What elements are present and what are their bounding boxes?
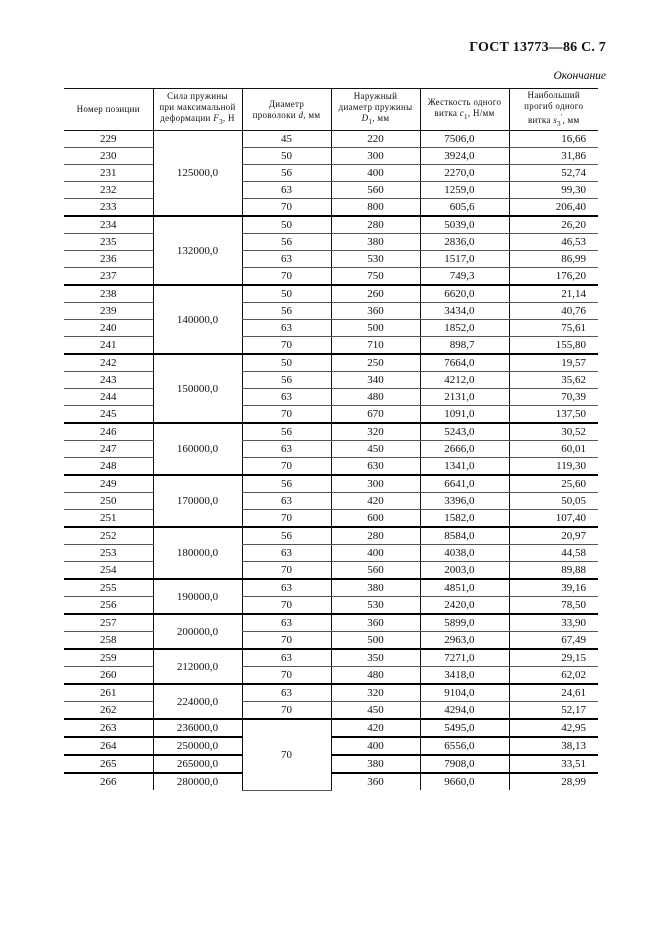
table-row — [64, 510, 598, 528]
cell-max-deflection: 33,51 — [509, 755, 598, 773]
table-row — [64, 251, 598, 268]
cell-position: 257 — [64, 614, 153, 632]
cell-outer-diameter: 280 — [331, 216, 420, 234]
cell-stiffness: 5495,0 — [420, 719, 509, 737]
cell-max-deflection: 52,74 — [509, 165, 598, 182]
cell-position: 238 — [64, 285, 153, 303]
cell-outer-diameter: 400 — [331, 165, 420, 182]
cell-position: 243 — [64, 372, 153, 389]
table-row — [64, 337, 598, 355]
cell-wire-diameter: 70 — [242, 199, 331, 217]
cell-wire-diameter: 56 — [242, 372, 331, 389]
cell-max-deflection: 33,90 — [509, 614, 598, 632]
cell-stiffness: 1517,0 — [420, 251, 509, 268]
cell-stiffness: 6641,0 — [420, 475, 509, 493]
table-row — [64, 597, 598, 615]
table-caption: Окончание — [553, 70, 606, 82]
cell-position: 253 — [64, 545, 153, 562]
cell-wire-diameter: 63 — [242, 251, 331, 268]
header-position: Номер позиции — [64, 89, 153, 131]
cell-position: 231 — [64, 165, 153, 182]
table-row — [64, 389, 598, 406]
cell-stiffness: 1091,0 — [420, 406, 509, 424]
cell-stiffness: 4038,0 — [420, 545, 509, 562]
cell-outer-diameter: 360 — [331, 303, 420, 320]
cell-wire-diameter: 63 — [242, 182, 331, 199]
cell-max-deflection: 19,57 — [509, 354, 598, 372]
cell-position: 237 — [64, 268, 153, 286]
cell-wire-diameter: 63 — [242, 579, 331, 597]
cell-outer-diameter: 560 — [331, 182, 420, 199]
cell-wire-diameter: 63 — [242, 649, 331, 667]
cell-wire-diameter: 56 — [242, 303, 331, 320]
cell-stiffness: 2131,0 — [420, 389, 509, 406]
cell-wire-diameter: 70 — [242, 667, 331, 685]
cell-stiffness: 3924,0 — [420, 148, 509, 165]
table-row — [64, 131, 598, 148]
cell-max-deflection: 44,58 — [509, 545, 598, 562]
cell-wire-diameter: 70 — [242, 632, 331, 650]
cell-outer-diameter: 300 — [331, 148, 420, 165]
cell-max-deflection: 46,53 — [509, 234, 598, 251]
cell-max-deflection: 107,40 — [509, 510, 598, 528]
table-row — [64, 632, 598, 650]
table-row — [64, 773, 598, 790]
header-outer-diameter: Наружный диаметр пружины $D_1$, мм — [331, 89, 420, 131]
cell-max-deflection: 206,40 — [509, 199, 598, 217]
table-row — [64, 755, 598, 773]
table-row — [64, 199, 598, 217]
cell-force: 150000,0 — [153, 354, 242, 423]
cell-wire-diameter: 63 — [242, 684, 331, 702]
table-row — [64, 148, 598, 165]
cell-stiffness: 6620,0 — [420, 285, 509, 303]
cell-outer-diameter: 380 — [331, 755, 420, 773]
cell-position: 233 — [64, 199, 153, 217]
header-max-deflection: Наибольший прогиб одного витка $s_3'$, мм — [509, 89, 598, 131]
cell-max-deflection: 31,86 — [509, 148, 598, 165]
cell-outer-diameter: 800 — [331, 199, 420, 217]
table-header-row — [64, 89, 598, 131]
cell-max-deflection: 42,95 — [509, 719, 598, 737]
cell-outer-diameter: 400 — [331, 545, 420, 562]
cell-force: 180000,0 — [153, 527, 242, 579]
cell-force: 280000,0 — [153, 773, 242, 790]
cell-wire-diameter: 45 — [242, 131, 331, 148]
cell-stiffness: 7908,0 — [420, 755, 509, 773]
cell-position: 247 — [64, 441, 153, 458]
cell-position: 260 — [64, 667, 153, 685]
cell-wire-diameter: 70 — [242, 406, 331, 424]
cell-outer-diameter: 320 — [331, 684, 420, 702]
table-row — [64, 372, 598, 389]
cell-outer-diameter: 360 — [331, 614, 420, 632]
cell-position: 235 — [64, 234, 153, 251]
cell-max-deflection: 40,76 — [509, 303, 598, 320]
cell-position: 241 — [64, 337, 153, 355]
cell-force: 200000,0 — [153, 614, 242, 649]
cell-wire-diameter: 50 — [242, 285, 331, 303]
table-row — [64, 649, 598, 667]
cell-wire-diameter: 50 — [242, 354, 331, 372]
cell-wire-diameter: 70 — [242, 719, 331, 790]
cell-stiffness: 898,7 — [420, 337, 509, 355]
cell-outer-diameter: 560 — [331, 562, 420, 580]
cell-max-deflection: 16,66 — [509, 131, 598, 148]
cell-position: 264 — [64, 737, 153, 755]
cell-outer-diameter: 280 — [331, 527, 420, 545]
cell-wire-diameter: 63 — [242, 614, 331, 632]
cell-stiffness: 2836,0 — [420, 234, 509, 251]
cell-stiffness: 2666,0 — [420, 441, 509, 458]
cell-max-deflection: 26,20 — [509, 216, 598, 234]
cell-max-deflection: 70,39 — [509, 389, 598, 406]
cell-position: 261 — [64, 684, 153, 702]
cell-position: 255 — [64, 579, 153, 597]
cell-max-deflection: 35,62 — [509, 372, 598, 389]
cell-outer-diameter: 670 — [331, 406, 420, 424]
cell-max-deflection: 60,01 — [509, 441, 598, 458]
table-row — [64, 441, 598, 458]
cell-outer-diameter: 530 — [331, 251, 420, 268]
cell-position: 234 — [64, 216, 153, 234]
cell-max-deflection: 155,80 — [509, 337, 598, 355]
cell-max-deflection: 86,99 — [509, 251, 598, 268]
cell-position: 259 — [64, 649, 153, 667]
cell-wire-diameter: 56 — [242, 165, 331, 182]
cell-position: 249 — [64, 475, 153, 493]
cell-position: 258 — [64, 632, 153, 650]
cell-position: 242 — [64, 354, 153, 372]
cell-stiffness: 749,3 — [420, 268, 509, 286]
cell-max-deflection: 67,49 — [509, 632, 598, 650]
cell-stiffness: 3418,0 — [420, 667, 509, 685]
cell-stiffness: 1341,0 — [420, 458, 509, 476]
table-row — [64, 423, 598, 441]
cell-outer-diameter: 530 — [331, 597, 420, 615]
cell-stiffness: 4212,0 — [420, 372, 509, 389]
cell-force: 212000,0 — [153, 649, 242, 684]
header-wire-diameter: Диаметр проволоки d, мм — [242, 89, 331, 131]
table-row — [64, 684, 598, 702]
header-force: Сила пружины при максимальной деформации $F_3$, Н — [153, 89, 242, 131]
cell-wire-diameter: 50 — [242, 148, 331, 165]
cell-outer-diameter: 360 — [331, 773, 420, 790]
cell-stiffness: 3396,0 — [420, 493, 509, 510]
cell-stiffness: 605,6 — [420, 199, 509, 217]
header-stiffness: Жесткость одного витка $c_1$, Н/мм — [420, 89, 509, 131]
cell-position: 262 — [64, 702, 153, 720]
cell-outer-diameter: 350 — [331, 649, 420, 667]
cell-position: 248 — [64, 458, 153, 476]
cell-position: 240 — [64, 320, 153, 337]
table-row — [64, 320, 598, 337]
cell-force: 265000,0 — [153, 755, 242, 773]
table-row — [64, 406, 598, 424]
cell-wire-diameter: 70 — [242, 597, 331, 615]
cell-outer-diameter: 750 — [331, 268, 420, 286]
cell-wire-diameter: 56 — [242, 423, 331, 441]
cell-force: 250000,0 — [153, 737, 242, 755]
cell-position: 246 — [64, 423, 153, 441]
table-row — [64, 475, 598, 493]
cell-stiffness: 5039,0 — [420, 216, 509, 234]
cell-max-deflection: 78,50 — [509, 597, 598, 615]
cell-wire-diameter: 70 — [242, 562, 331, 580]
table-row — [64, 579, 598, 597]
cell-max-deflection: 38,13 — [509, 737, 598, 755]
page-header: ГОСТ 13773—86 С. 7 — [469, 40, 606, 55]
cell-outer-diameter: 500 — [331, 320, 420, 337]
cell-stiffness: 7506,0 — [420, 131, 509, 148]
cell-force: 236000,0 — [153, 719, 242, 737]
table-row — [64, 719, 598, 737]
table-row — [64, 562, 598, 580]
table-body — [64, 131, 598, 791]
cell-max-deflection: 119,30 — [509, 458, 598, 476]
cell-position: 239 — [64, 303, 153, 320]
cell-stiffness: 2420,0 — [420, 597, 509, 615]
cell-stiffness: 5243,0 — [420, 423, 509, 441]
spring-parameters-table — [64, 88, 598, 791]
cell-position: 265 — [64, 755, 153, 773]
cell-max-deflection: 176,20 — [509, 268, 598, 286]
cell-outer-diameter: 380 — [331, 234, 420, 251]
cell-stiffness: 7271,0 — [420, 649, 509, 667]
cell-max-deflection: 52,17 — [509, 702, 598, 720]
cell-position: 256 — [64, 597, 153, 615]
cell-stiffness: 6556,0 — [420, 737, 509, 755]
cell-position: 263 — [64, 719, 153, 737]
cell-force: 224000,0 — [153, 684, 242, 719]
cell-max-deflection: 50,05 — [509, 493, 598, 510]
cell-force: 170000,0 — [153, 475, 242, 527]
cell-max-deflection: 25,60 — [509, 475, 598, 493]
cell-stiffness: 2003,0 — [420, 562, 509, 580]
cell-max-deflection: 29,15 — [509, 649, 598, 667]
cell-max-deflection: 75,61 — [509, 320, 598, 337]
cell-force: 140000,0 — [153, 285, 242, 354]
cell-wire-diameter: 63 — [242, 545, 331, 562]
cell-wire-diameter: 50 — [242, 216, 331, 234]
cell-outer-diameter: 600 — [331, 510, 420, 528]
table-row — [64, 216, 598, 234]
cell-outer-diameter: 500 — [331, 632, 420, 650]
cell-max-deflection: 20,97 — [509, 527, 598, 545]
cell-position: 232 — [64, 182, 153, 199]
cell-stiffness: 1852,0 — [420, 320, 509, 337]
cell-force: 190000,0 — [153, 579, 242, 614]
cell-outer-diameter: 630 — [331, 458, 420, 476]
table-row — [64, 285, 598, 303]
cell-stiffness: 1582,0 — [420, 510, 509, 528]
cell-force: 125000,0 — [153, 131, 242, 217]
cell-wire-diameter: 63 — [242, 320, 331, 337]
cell-outer-diameter: 450 — [331, 441, 420, 458]
cell-outer-diameter: 340 — [331, 372, 420, 389]
cell-force: 132000,0 — [153, 216, 242, 285]
cell-max-deflection: 99,30 — [509, 182, 598, 199]
table-row — [64, 737, 598, 755]
table-row — [64, 303, 598, 320]
cell-max-deflection: 28,99 — [509, 773, 598, 790]
table-row — [64, 702, 598, 720]
cell-force: 160000,0 — [153, 423, 242, 475]
cell-stiffness: 8584,0 — [420, 527, 509, 545]
cell-stiffness: 7664,0 — [420, 354, 509, 372]
cell-stiffness: 3434,0 — [420, 303, 509, 320]
cell-max-deflection: 21,14 — [509, 285, 598, 303]
cell-stiffness: 2963,0 — [420, 632, 509, 650]
cell-wire-diameter: 63 — [242, 493, 331, 510]
cell-outer-diameter: 710 — [331, 337, 420, 355]
cell-wire-diameter: 70 — [242, 337, 331, 355]
cell-wire-diameter: 70 — [242, 268, 331, 286]
cell-position: 229 — [64, 131, 153, 148]
cell-max-deflection: 30,52 — [509, 423, 598, 441]
cell-wire-diameter: 63 — [242, 441, 331, 458]
table-row — [64, 614, 598, 632]
table-row — [64, 165, 598, 182]
cell-outer-diameter: 320 — [331, 423, 420, 441]
cell-outer-diameter: 260 — [331, 285, 420, 303]
cell-max-deflection: 62,02 — [509, 667, 598, 685]
cell-wire-diameter: 56 — [242, 234, 331, 251]
table-row — [64, 354, 598, 372]
cell-wire-diameter: 70 — [242, 702, 331, 720]
cell-wire-diameter: 63 — [242, 389, 331, 406]
cell-outer-diameter: 220 — [331, 131, 420, 148]
cell-position: 266 — [100, 776, 117, 788]
cell-max-deflection: 89,88 — [509, 562, 598, 580]
cell-max-deflection: 39,16 — [509, 579, 598, 597]
cell-stiffness: 4851,0 — [420, 579, 509, 597]
table-row — [64, 545, 598, 562]
cell-position: 244 — [64, 389, 153, 406]
cell-stiffness: 2270,0 — [420, 165, 509, 182]
table-row — [64, 268, 598, 286]
table-row — [64, 667, 598, 685]
table-row — [64, 234, 598, 251]
cell-outer-diameter: 480 — [331, 389, 420, 406]
cell-position: 254 — [64, 562, 153, 580]
table-row — [64, 493, 598, 510]
cell-stiffness: 9104,0 — [420, 684, 509, 702]
cell-outer-diameter: 400 — [331, 737, 420, 755]
cell-stiffness: 4294,0 — [420, 702, 509, 720]
cell-outer-diameter: 420 — [331, 493, 420, 510]
table-row — [64, 527, 598, 545]
cell-outer-diameter: 450 — [331, 702, 420, 720]
cell-stiffness: 5899,0 — [420, 614, 509, 632]
table-row — [64, 458, 598, 476]
table-row — [64, 182, 598, 199]
cell-position: 251 — [64, 510, 153, 528]
cell-position: 230 — [64, 148, 153, 165]
cell-wire-diameter: 70 — [242, 458, 331, 476]
cell-outer-diameter: 480 — [331, 667, 420, 685]
cell-outer-diameter: 380 — [331, 579, 420, 597]
cell-wire-diameter: 70 — [242, 510, 331, 528]
cell-outer-diameter: 300 — [331, 475, 420, 493]
cell-wire-diameter: 56 — [242, 527, 331, 545]
cell-max-deflection: 137,50 — [509, 406, 598, 424]
cell-position: 245 — [64, 406, 153, 424]
cell-stiffness: 9660,0 — [420, 773, 509, 790]
cell-position: 236 — [64, 251, 153, 268]
cell-outer-diameter: 420 — [331, 719, 420, 737]
cell-position: 252 — [64, 527, 153, 545]
cell-outer-diameter: 250 — [331, 354, 420, 372]
cell-stiffness: 1259,0 — [420, 182, 509, 199]
cell-wire-diameter: 56 — [242, 475, 331, 493]
cell-max-deflection: 24,61 — [509, 684, 598, 702]
cell-position: 250 — [64, 493, 153, 510]
